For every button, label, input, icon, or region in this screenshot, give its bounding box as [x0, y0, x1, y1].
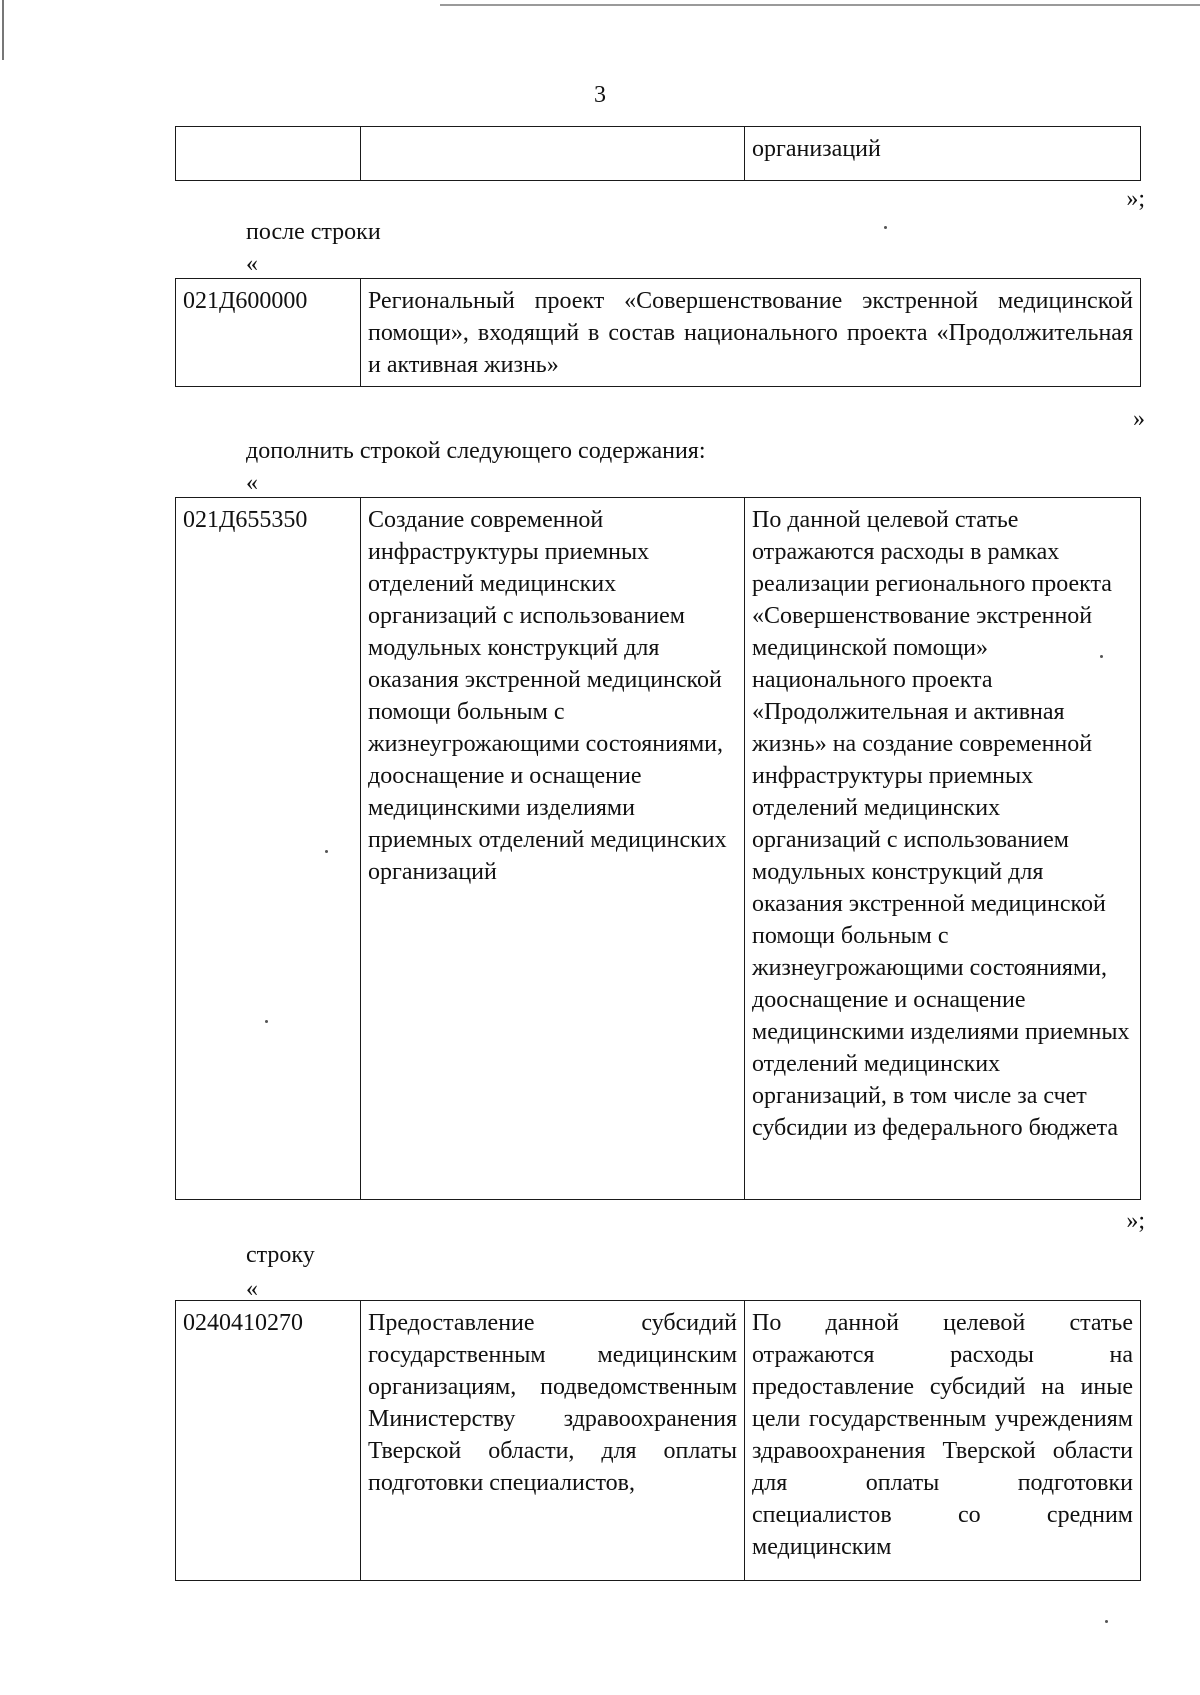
table-row — [176, 1301, 1141, 1581]
scan-speck — [265, 1020, 268, 1023]
close-quote: » — [1133, 406, 1145, 432]
scan-artifact-left — [2, 0, 4, 60]
scan-speck — [884, 226, 887, 229]
cell-code: 0240410270 — [176, 1301, 361, 1581]
table-regional-project — [175, 278, 1141, 387]
table-row — [176, 127, 1141, 181]
scan-speck — [1105, 1620, 1108, 1623]
cell-name: Региональный проект «Совершенствование экстренной медицинской помощи», входящий в состав национального проекта «Продолжительная и активная жизнь» — [361, 279, 1141, 387]
page-number: 3 — [594, 82, 606, 108]
cell-code: 021Д600000 — [176, 279, 361, 387]
cell-code: 021Д655350 — [176, 498, 361, 1200]
table-replaced-row — [175, 1300, 1141, 1581]
close-quote: »; — [1126, 1208, 1145, 1234]
close-quote: »; — [1126, 186, 1145, 212]
scan-speck — [1100, 655, 1103, 658]
table-new-row — [175, 497, 1141, 1200]
table-row — [176, 279, 1141, 387]
open-quote: « — [246, 470, 258, 496]
row-text: строку — [246, 1242, 315, 1268]
cell-name — [361, 127, 745, 181]
after-row-text: после строки — [246, 219, 381, 245]
cell-description: По данной целевой статье отражаются расходы на предоставление субсидий на иные цели государственным учреждениям здравоохранения Тверской области для оплаты подготовки специалистов со средним медицинским — [745, 1301, 1141, 1581]
table-row — [176, 498, 1141, 1200]
cell-code — [176, 127, 361, 181]
open-quote: « — [246, 1276, 258, 1302]
table-continuation — [175, 126, 1141, 181]
scan-artifact-top — [440, 4, 1200, 6]
open-quote: « — [246, 251, 258, 277]
cell-name: Создание современной инфраструктуры приемных отделений медицинских организаций с использованием модульных конструкций для оказания экстренной медицинской помощи больным с жизнеугрожающими состояниями, дооснащение и оснащение медицинскими изделиями приемных отделений медицинских организаций — [361, 498, 745, 1200]
cell-name: Предоставление субсидий государственным медицинским организациям, подведомственным Министерству здравоохранения Тверской области, для оплаты подготовки специалистов, — [361, 1301, 745, 1581]
cell-description: организаций — [745, 127, 1141, 181]
scan-speck — [325, 850, 328, 853]
cell-description: По данной целевой статье отражаются расходы в рамках реализации регионального проекта «Совершенствование экстренной медицинской помощи» национального проекта «Продолжительная и активная жизнь» на создание современной инфраструктуры приемных отделений медицинских организаций с использованием модульных конструкций для оказания экстренной медицинской помощи больным с жизнеугрожающими состояниями, дооснащение и оснащение медицинскими изделиями приемных отделений медицинских организаций, в том числе за счет субсидии из федерального бюджета — [745, 498, 1141, 1200]
add-row-text: дополнить строкой следующего содержания: — [246, 438, 706, 464]
